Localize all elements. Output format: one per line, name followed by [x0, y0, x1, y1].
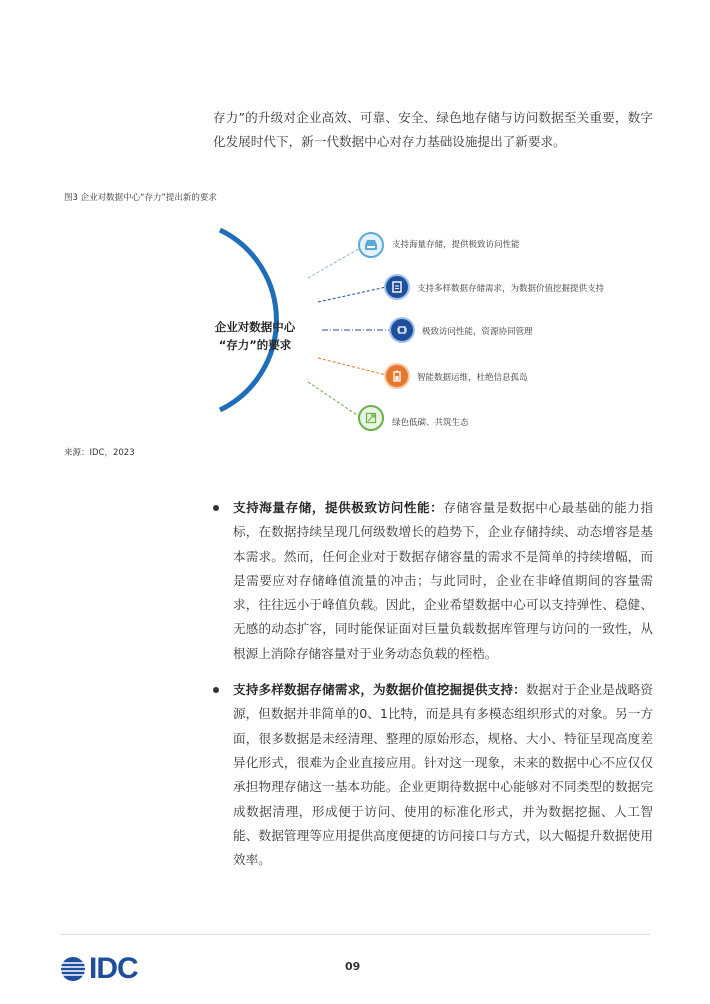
item-label-5: 绿色低碳、共筑生态 — [392, 418, 469, 428]
center-label-line-1: 企业对数据中心 — [214, 320, 296, 334]
connector-1 — [308, 248, 360, 278]
bullet-text: 数据对于企业是战略资源，但数据并非简单的0、1比特，而是具有多模态组织形式的对象。另一方面，很多数据是未经清理、整理的原始形态，规格、大小、特征呈现高度差异化形式，很难为企业直接应用。针对这一现象，未来的数据中心不应仅仅承担物理存储这一基本功能。企业更期待数据中心能够对不同类型的数据完成数据清理，形成便于访问、使用的标准化形式，并为数据挖掘、人工智能、数据管理等应用提供高度便捷的访问接口与方式，以大幅提升数据使用效率。 — [233, 682, 654, 868]
idc-logo — [60, 952, 138, 986]
bullet-heading: 支持海量存储，提供极致访问性能： — [233, 500, 444, 515]
footer-divider — [60, 934, 650, 935]
document-icon — [384, 274, 410, 300]
bullet-heading: 支持多样数据存储需求，为数据价值挖掘提供支持： — [233, 682, 526, 698]
globe-icon — [60, 956, 86, 982]
chip-icon — [389, 317, 415, 343]
figure-source: 来源：IDC，2023 — [64, 448, 135, 458]
connector-2 — [318, 287, 386, 302]
bullet-dot-icon — [213, 505, 219, 511]
connector-5 — [308, 382, 360, 417]
center-label-line-2: “存力”的要求 — [218, 338, 292, 352]
leaf-icon — [358, 405, 384, 431]
logo-text: IDC — [89, 952, 138, 985]
bullet-dot-icon — [213, 687, 219, 693]
item-label-2: 支持多样数据存储需求，为数据价值挖掘提供支持 — [417, 284, 605, 294]
page-number: 09 — [345, 960, 361, 973]
requirements-diagram — [60, 218, 660, 438]
bullet-text: 存储容量是数据中心最基础的能力指标，在数据持续呈现几何级数增长的趋势下，企业存储持续、动态增容是基本需求。然而，任何企业对于数据存储容量的需求不是简单的持续增幅，而是需要应对存储峰值流量的冲击；与此同时，企业在非峰值期间的容量需求，往往远小于峰值负载。因此，企业希望数据中心可以支持弹性、稳健、无感的动态扩容，同时能保证面对巨量负载数据库管理与访问的一致性，从根源上消除存储容量对于业务动态负载的桎梏。 — [233, 500, 654, 661]
item-label-3: 极致访问性能，资源协同管理 — [422, 327, 533, 337]
bullet-item — [213, 678, 653, 872]
figure-caption: 图3 企业对数据中心“存力”提出新的要求 — [64, 193, 217, 203]
connector-4 — [318, 358, 386, 375]
intro-paragraph: 存力”的升级对企业高效、可靠、安全、绿色地存储与访问数据至关重要，数字化发展时代下，新一代数据中心对存力基础设施提出了新要求。 — [213, 110, 653, 149]
item-label-1: 支持海量存储，提供极致访问性能 — [392, 240, 520, 250]
center-label — [200, 318, 310, 354]
battery-icon — [384, 363, 410, 389]
bullet-list — [213, 496, 653, 884]
item-label-4: 智能数据运维，杜绝信息孤岛 — [417, 373, 528, 383]
storage-icon — [358, 232, 384, 258]
bullet-item — [213, 496, 653, 666]
